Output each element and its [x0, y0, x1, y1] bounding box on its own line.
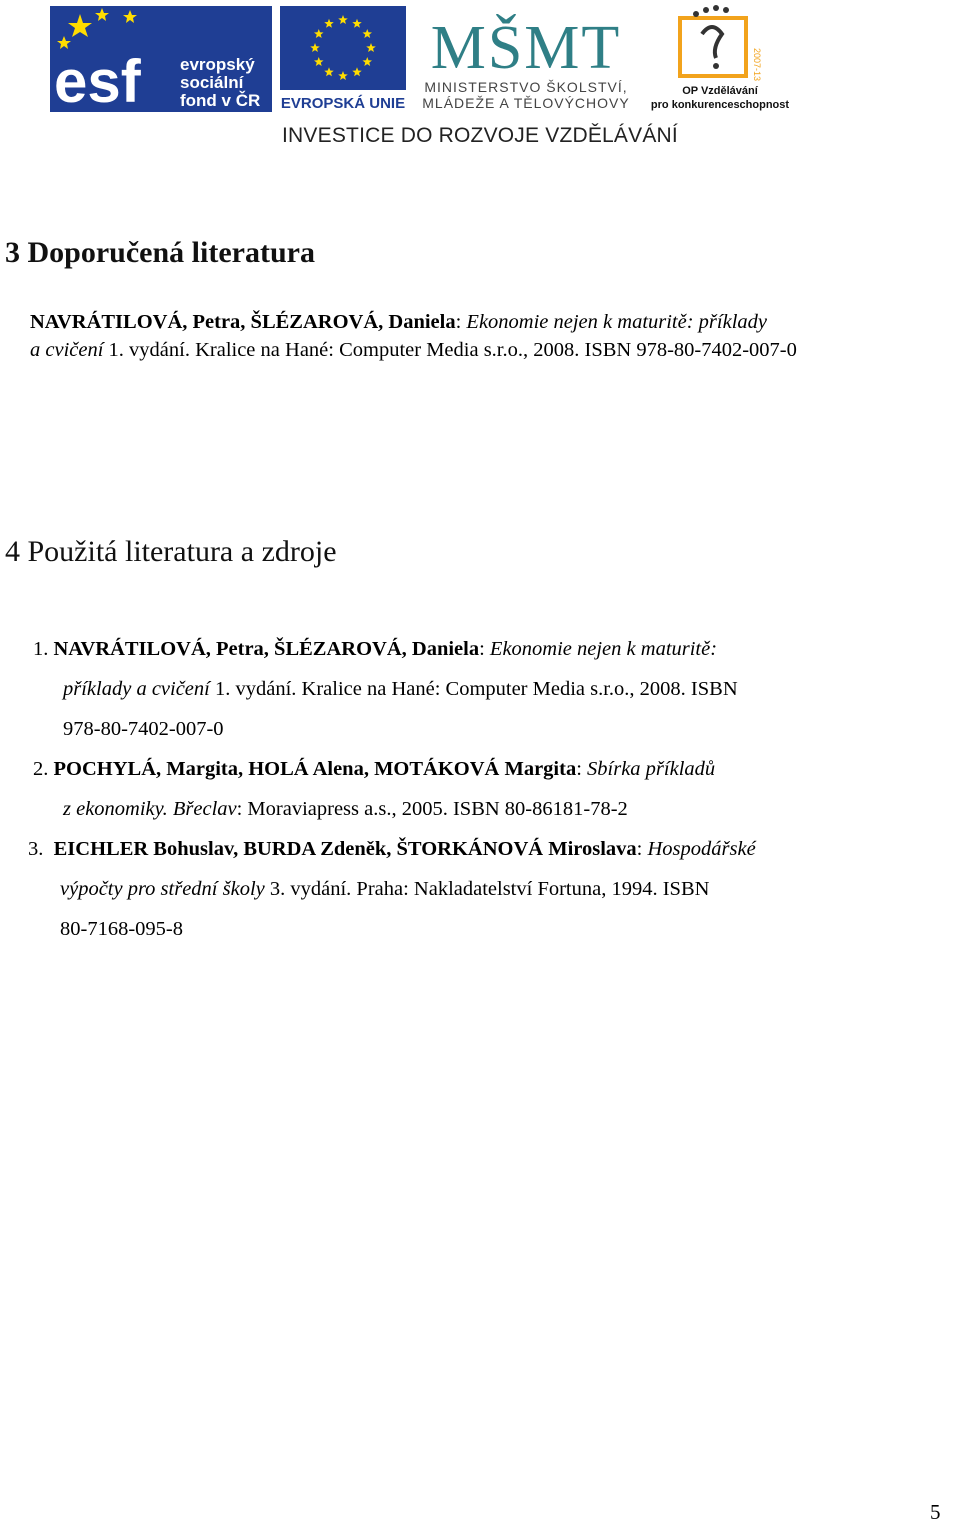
reference-sep: : [636, 838, 648, 860]
reference-item [28, 829, 756, 949]
reference-publication: 1. vydání. Kralice na Hané: Computer Media s.r.o., 2008. ISBN [209, 678, 738, 700]
svg-text:sociální: sociální [180, 73, 244, 92]
reference-authors: POCHYLÁ, Margita, HOLÁ Alena, MOTÁKOVÁ Margita [53, 758, 577, 780]
entry-title-cont: a cvičení [30, 339, 104, 361]
reference-number: 1. [33, 638, 49, 660]
page-number: 5 [930, 1500, 941, 1524]
svg-text:2007-13: 2007-13 [752, 48, 762, 82]
svg-text:MŠMT: MŠMT [430, 14, 622, 82]
reference-sep: : [479, 638, 490, 660]
reference-title-cont: z ekonomiky. Břeclav [63, 798, 237, 820]
op-vzdelavani-logo [646, 4, 794, 112]
section-heading-recommended-literature: 3 Doporučená literatura [5, 236, 315, 269]
entry-publication: 1. vydání. Kralice na Hané: Computer Media s.r.o., 2008. ISBN 978-80-7402-007-0 [103, 339, 797, 361]
svg-text:esf: esf [54, 48, 141, 112]
reference-item [33, 749, 715, 829]
reference-number: 3. [28, 838, 44, 860]
reference-isbn: 80-7168-095-8 [60, 918, 183, 940]
reference-title-cont: výpočty pro střední školy [60, 878, 265, 900]
svg-text:evropský: evropský [180, 55, 255, 74]
msmt-logo [414, 4, 638, 112]
reference-title: Ekonomie nejen k maturitě: [489, 638, 718, 660]
reference-sep: : [576, 758, 588, 780]
reference-authors: NAVRÁTILOVÁ, Petra, ŠLÉZAROVÁ, Daniela [53, 638, 480, 660]
svg-text:pro konkurenceschopnost: pro konkurenceschopnost [650, 99, 790, 111]
entry-sep: : [455, 311, 467, 333]
entry-title: Ekonomie nejen k maturitě: příklady [466, 311, 767, 333]
reference-authors: EICHLER Bohuslav, BURDA Zdeněk, ŠTORKÁNOVÁ Miroslava [53, 838, 637, 860]
svg-text:fond v ČR: fond v ČR [180, 91, 261, 110]
reference-number: 2. [33, 758, 49, 780]
svg-text:MLÁDEŽE A TĚLOVÝCHOVY: MLÁDEŽE A TĚLOVÝCHOVY [422, 95, 630, 111]
investice-slogan: INVESTICE DO ROZVOJE VZDĚLÁVÁNÍ [282, 124, 678, 147]
reference-isbn: 978-80-7402-007-0 [63, 718, 224, 740]
eu-flag-logo [280, 6, 406, 112]
esf-logo [50, 6, 272, 112]
section-heading-used-literature: 4 Použitá literatura a zdroje [5, 535, 337, 568]
recommended-entry-line-2 [30, 336, 797, 364]
svg-text:MINISTERSTVO ŠKOLSTVÍ,: MINISTERSTVO ŠKOLSTVÍ, [424, 79, 628, 95]
recommended-entry [30, 308, 797, 364]
svg-text:OP Vzdělávání: OP Vzdělávání [682, 85, 758, 97]
reference-item [33, 629, 738, 749]
reference-title: Sbírka příkladů [587, 758, 716, 780]
recommended-entry-line-1 [30, 308, 797, 336]
reference-publication: 3. vydání. Praha: Nakladatelství Fortuna, 1994. ISBN [264, 878, 710, 900]
svg-text:EVROPSKÁ UNIE: EVROPSKÁ UNIE [280, 95, 406, 112]
reference-title-cont: příklady a cvičení [63, 678, 210, 700]
entry-authors: NAVRÁTILOVÁ, Petra, ŠLÉZAROVÁ, Daniela [30, 311, 456, 333]
reference-title: Hospodářské [647, 838, 756, 860]
reference-publication: : Moraviapress a.s., 2005. ISBN 80-86181-78-2 [236, 798, 628, 820]
